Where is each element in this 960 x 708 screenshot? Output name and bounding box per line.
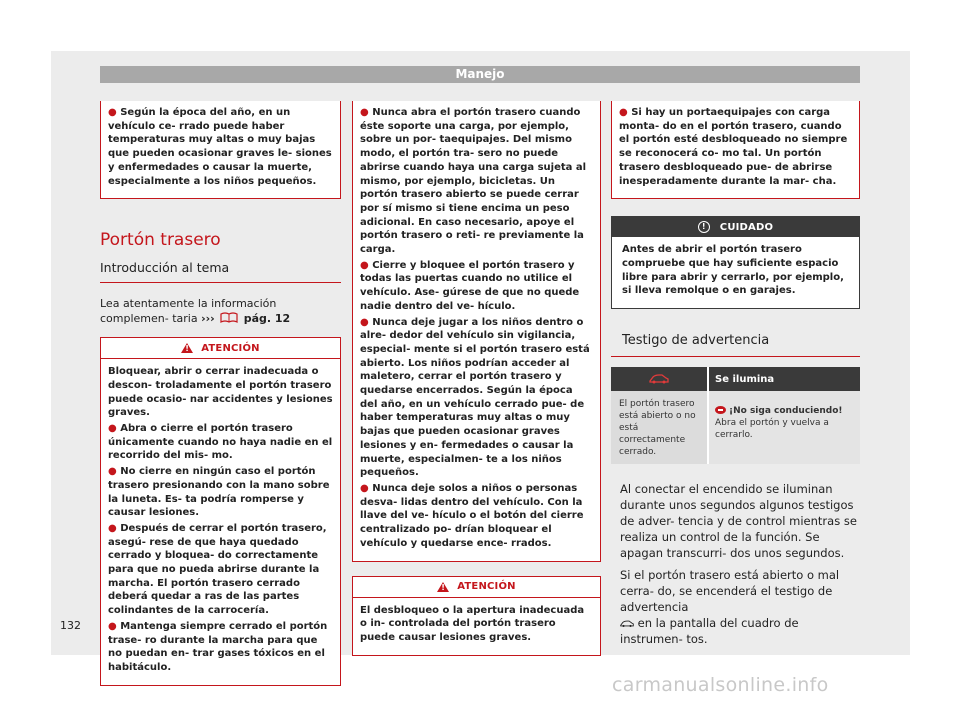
- warning-triangle-icon: [181, 343, 193, 353]
- table-cell-action: ¡No siga conduciendo! Abra el portón y vuelva a cerrarlo.: [709, 391, 860, 464]
- stop-icon: [715, 406, 726, 414]
- warning-header: ! ATENCIÓN: [101, 338, 340, 359]
- warning-box: [352, 576, 601, 656]
- reference-arrows: ›››: [201, 312, 215, 326]
- caution-text: Antes de abrir el portón trasero compruebe que hay suficiente espacio libre para abrir y cerrarlo, por ejemplo, si lleva remolque o en garajes.: [622, 244, 844, 297]
- table-cell-condition: El portón trasero está abierto o no está correctamente cerrado.: [611, 391, 707, 464]
- subsection-heading: Introducción al tema: [100, 260, 341, 283]
- caution-header: ! CUIDADO: [612, 217, 859, 237]
- table-header-status: Se ilumina: [709, 367, 860, 391]
- bullet-item: ● Cierre y bloquee el portón trasero y todas las puertas cuando no utilice el vehículo. Ase- gúrese de que no quede nadie dentro del ve- hículo.: [360, 259, 580, 312]
- bullet-item: ● Nunca abra el portón trasero cuando éste soporte una carga, por ejemplo, sobre un por- taequipajes. Del mismo modo, el portón tra- sero no puede abrirse cuando haya una carga sujeta al mismo, por ejemplo, bicicletas. Un portón trasero abierto se puede cerrar por sí mismo si tiene encima un peso adicional. En caso necesario, apoye el portón trasero o reti- re previamente la carga.: [360, 107, 587, 256]
- warning-continuation-box: [611, 101, 860, 199]
- chapter-header: Manejo: [100, 66, 860, 83]
- warning-text: El desbloqueo o la apertura inadecuada o in- controlada del portón trasero puede causar lesiones graves.: [360, 604, 585, 643]
- warning-triangle-icon: [437, 582, 449, 592]
- intro-paragraph: Lea atentamente la información complemen- taria ››› pág. 12: [100, 297, 291, 326]
- warning-continuation-box: [352, 101, 601, 562]
- book-icon: [220, 312, 238, 323]
- bullet-item: ● Según la época del año, en un vehículo ce- rrado puede haber temperaturas muy altas o muy bajas que pueden ocasionar graves le- siones y enfermedades o causar la muerte, especialmente a los niños pequeños.: [108, 107, 332, 187]
- watermark: carmanualsonline.info: [612, 674, 829, 696]
- bullet-item: ● Nunca deje solos a niños o personas desva- lidas dentro del vehículo. Con la llave del ve- hículo o el botón del cierre centralizado po- drían bloquear el vehículo y quedarse ence- rrados.: [360, 482, 584, 549]
- warning-light-table: [611, 367, 860, 464]
- paragraph: Al conectar el encendido se iluminan durante unos segundos algunos testigos de adver- tencia y de control mientras se realiza un control de la función. Se apagan transcurri- dos unos segundos.: [620, 482, 857, 561]
- page-number: 132: [60, 619, 81, 632]
- warning-box: [100, 337, 341, 685]
- column-3: [611, 83, 860, 647]
- info-circle-icon: !: [698, 221, 710, 233]
- page-reference-link[interactable]: pág. 12: [243, 312, 291, 326]
- bullet-item: ● Nunca deje jugar a los niños dentro o alre- dedor del vehículo sin vigilancia, especial- mente si el portón trasero está abierto. Los niños podrían acceder al maletero, cerrar el portón trasero y quedarse encerrados. Según la época del año, en un vehículo cerrado pue- de haber temperaturas muy altas o muy bajas que pueden ocasionar graves lesiones y en- fermedades o causar la muerte, especialmen- te a los niños pequeños.: [360, 316, 590, 479]
- bullet-item: ● Abra o cierre el portón trasero únicamente cuando no haya nadie en el recorrido del mis- mo.: [108, 423, 333, 462]
- bullet-item: ● Mantenga siempre cerrado el portón trase- ro durante la marcha para que no puedan en- trar gases tóxicos en el habitáculo.: [108, 620, 328, 673]
- table-header-icon-cell: [611, 367, 707, 391]
- section-title: Portón trasero: [100, 230, 221, 251]
- column-1: [100, 83, 341, 686]
- section-title-block: [611, 333, 860, 357]
- warning-intro: Bloquear, abrir o cerrar inadecuada o descon- troladamente el portón trasero puede ocasio- nar accidentes y lesiones graves.: [108, 366, 333, 419]
- warning-header: ! ATENCIÓN: [353, 577, 600, 598]
- paragraph: Si el portón trasero está abierto o mal cerra- do, se encenderá el testigo de advertencia en la pantalla del cuadro de instrumen- tos.: [620, 568, 840, 647]
- caution-box: [611, 216, 860, 309]
- tailgate-open-icon: [649, 373, 669, 384]
- column-2: [352, 83, 601, 656]
- bullet-item: ● Si hay un portaequipajes con carga monta- do en el portón trasero, cuando el portón esté desbloqueado no siempre se reconocerá co- mo tal. Un portón trasero desbloqueado pue- de abrirse inesperadamente durante la mar- cha.: [619, 107, 848, 187]
- bullet-item: ● No cierre en ningún caso el portón trasero presionando con la mano sobre la luneta. Es- ta podría romperse y causar lesiones.: [108, 466, 330, 519]
- section-title: Testigo de advertencia: [622, 333, 770, 349]
- tailgate-open-icon: [620, 619, 634, 628]
- warning-continuation-box: [100, 101, 341, 199]
- bullet-item: ● Después de cerrar el portón trasero, asegú- rese de que haya quedado cerrado y bloquea- do correctamente para que no pueda abrirse durante la marcha. El portón trasero cerrado deberá quedar a ras de las partes colindantes de la carrocería.: [108, 522, 327, 617]
